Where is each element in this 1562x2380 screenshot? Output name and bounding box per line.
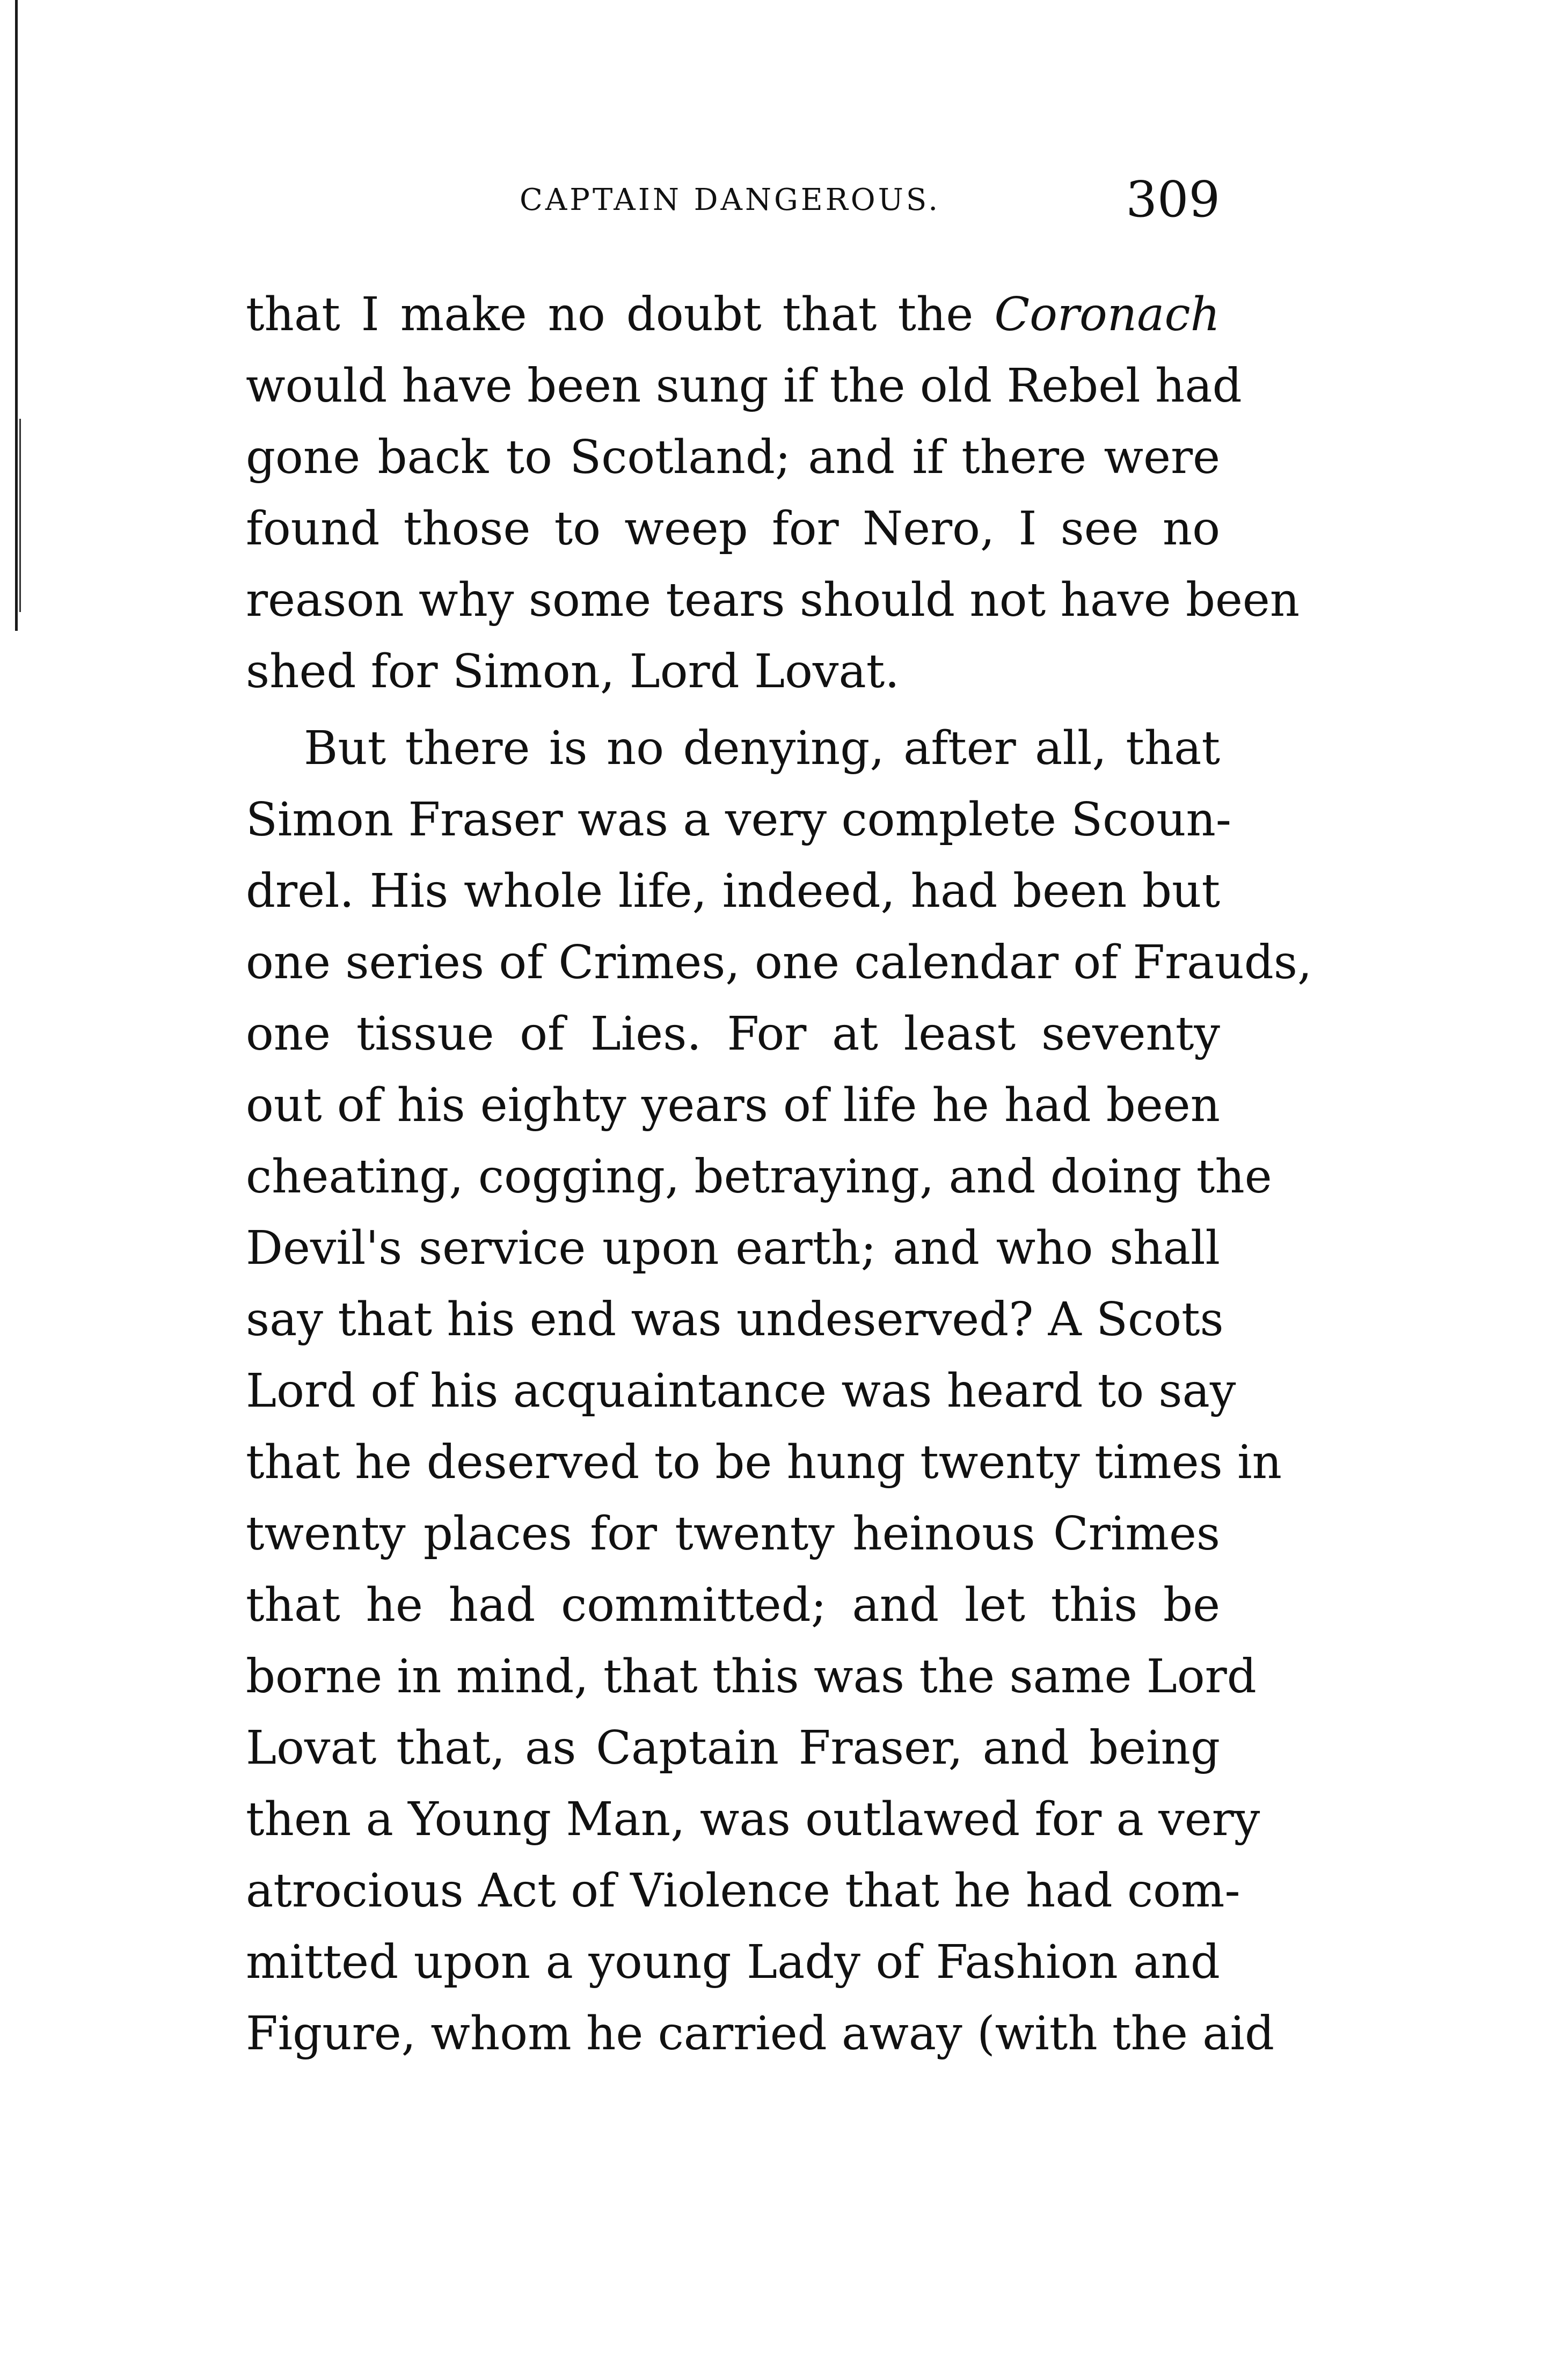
paragraph-1 [246,279,1300,708]
scan-edge-line [15,0,18,631]
text-line: cheating, cogging, betraying, and doing the [246,1150,1272,1204]
text-line: Figure, whom he carried away (with the aid [246,2007,1275,2061]
text-line: shed for Simon, Lord Lovat. [246,645,900,698]
body-text [246,279,1312,2070]
text-line: atrocious Act of Violence that he had com- [246,1864,1240,1918]
text-line: one series of Crimes, one calendar of Frauds, [246,936,1312,989]
scan-edge-line-secondary [19,419,21,612]
text-line: found those to weep for Nero, I see no [246,502,1220,556]
text-line: Simon Fraser was a very complete Scoun- [246,793,1231,847]
text-line: reason why some tears should not have been [246,573,1300,627]
text-line: mitted upon a young Lady of Fashion and [246,1935,1220,1989]
running-head [246,171,1220,230]
text-line: Devil's service upon earth; and who shall [246,1221,1220,1275]
italic-word: Coronach [994,288,1220,341]
text-line: gone back to Scotland; and if there were [246,431,1220,484]
text-line: drel. His whole life, indeed, had been but [246,864,1220,918]
text-line: twenty places for twenty heinous Crimes [246,1507,1220,1561]
text-line: But there is no denying, after all, that [304,722,1220,775]
text-run: that I make no doubt that the [246,288,974,341]
text-line: one tissue of Lies. For at least seventy [246,1007,1220,1061]
text-line: Lord of his acquaintance was heard to say [246,1364,1236,1418]
text-line: Lovat that, as Captain Fraser, and being [246,1721,1220,1775]
text-line [246,279,1220,351]
text-line: say that his end was undeserved? A Scots [246,1293,1224,1347]
text-line: would have been sung if the old Rebel had [246,359,1242,413]
running-title: CAPTAIN DANGEROUS. [520,183,941,217]
text-line: that he deserved to be hung twenty times in [246,1436,1282,1489]
text-line: that he had committed; and let this be [246,1578,1220,1632]
text-line: borne in mind, that this was the same Lord [246,1650,1257,1704]
text-line: out of his eighty years of life he had been [246,1079,1220,1132]
paragraph-2 [246,713,1312,2070]
text-line: then a Young Man, was outlawed for a very [246,1793,1260,1846]
page-number: 309 [1126,171,1220,228]
